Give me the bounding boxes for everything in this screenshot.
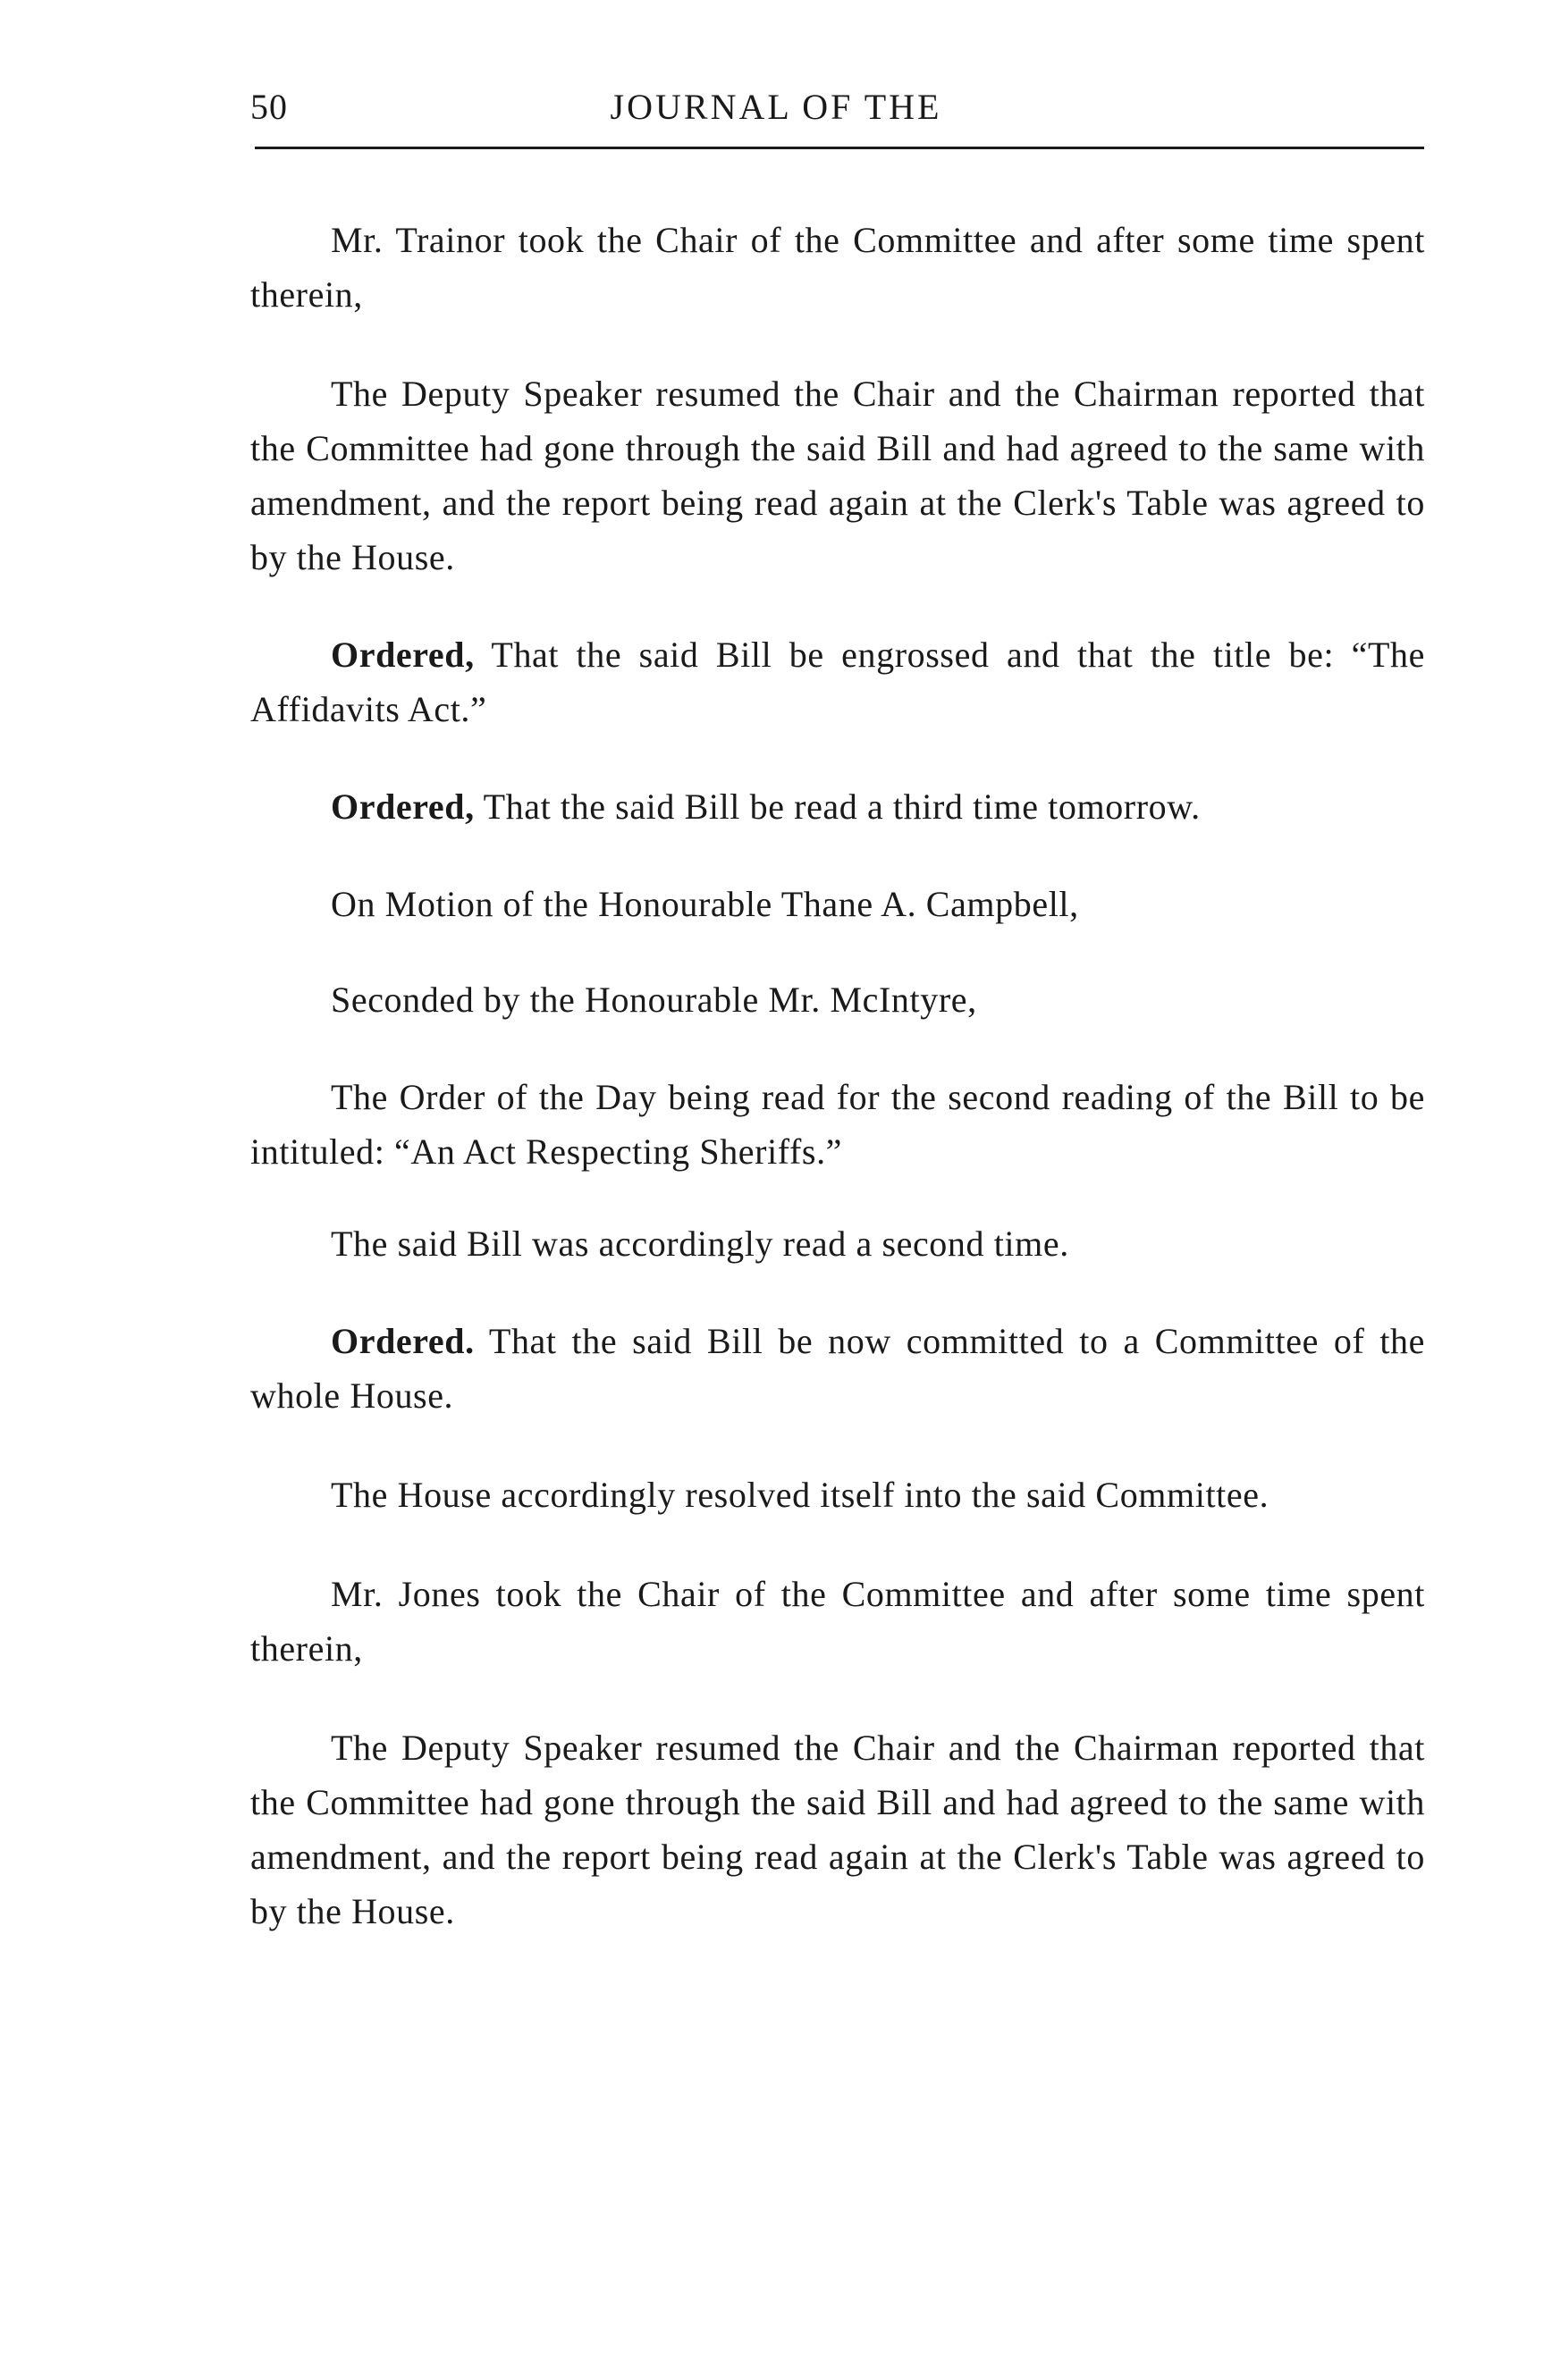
paragraph-text: Seconded by the Honourable Mr. McIntyre, <box>331 980 977 1020</box>
paragraph-resolved <box>250 1468 1425 1522</box>
paragraph-text: Mr. Jones took the Chair of the Committee and after some time spent therein, <box>250 1574 1425 1669</box>
paragraph-order-of-day <box>250 1070 1425 1179</box>
paragraph-text: The Order of the Day being read for the second reading of the Bill to be intituled: “An Act Respecting Sheriffs.” <box>250 1077 1425 1172</box>
paragraph-ordered-engrossed <box>250 627 1425 736</box>
paragraph-deputy-speaker-report-2 <box>250 1720 1425 1938</box>
paragraph-text: The Deputy Speaker resumed the Chair and the Chairman reported that the Committee had gone through the said Bill and had agreed to the same with amendment, and the report being read again at the Clerk's Table was agreed to by the House. <box>250 1728 1425 1931</box>
ordered-lead: Ordered, <box>331 786 475 827</box>
header-rule <box>255 147 1424 149</box>
paragraph-motion <box>250 877 1425 931</box>
paragraph-second-time <box>250 1216 1425 1271</box>
ordered-lead: Ordered. <box>331 1321 475 1361</box>
paragraph-text: That the said Bill be now committed to a Committee of the whole House. <box>250 1321 1425 1416</box>
paragraph-text: That the said Bill be engrossed and that the title be: “The Affidavits Act.” <box>250 635 1425 729</box>
paragraph-jones-chair <box>250 1567 1425 1676</box>
running-head: JOURNAL OF THE <box>610 87 942 127</box>
paragraph-text: The House accordingly resolved itself into the said Committee. <box>331 1475 1269 1515</box>
paragraph-trainor-chair <box>250 213 1425 322</box>
journal-body <box>250 213 1425 1938</box>
paragraph-ordered-committed <box>250 1314 1425 1423</box>
paragraph-text: The Deputy Speaker resumed the Chair and the Chairman reported that the Committee had gone through the said Bill and had agreed to the same with amendment, and the report being read again at the Clerk's Table was agreed to by the House. <box>250 374 1425 577</box>
paragraph-ordered-third-reading <box>250 779 1425 834</box>
page-number: 50 <box>250 87 288 127</box>
paragraph-seconded <box>250 972 1425 1027</box>
paragraph-text: That the said Bill be read a third time tomorrow. <box>474 786 1201 827</box>
ordered-lead: Ordered, <box>331 635 475 675</box>
paragraph-text: Mr. Trainor took the Chair of the Committee and after some time spent therein, <box>250 220 1425 315</box>
paragraph-deputy-speaker-report <box>250 366 1425 584</box>
paragraph-text: On Motion of the Honourable Thane A. Campbell, <box>331 884 1079 924</box>
paragraph-text: The said Bill was accordingly read a second time. <box>331 1224 1069 1264</box>
